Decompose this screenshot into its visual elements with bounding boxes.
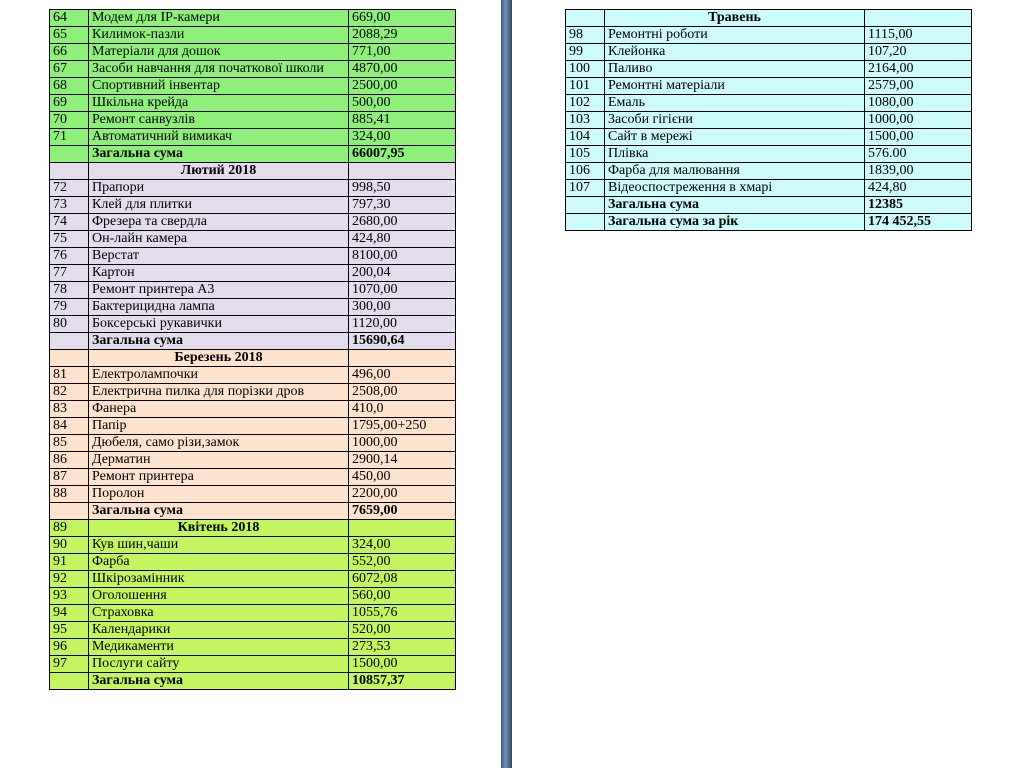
- total-label: Загальна сума: [89, 146, 349, 163]
- amount-cell: 2680,00: [349, 214, 456, 231]
- item-name-cell: Он-лайн камера: [89, 231, 349, 248]
- row-number-cell: 95: [50, 622, 89, 639]
- month-title: Березень 2018: [89, 350, 349, 367]
- amount-cell: 560,00: [349, 588, 456, 605]
- item-name-cell: Емаль: [605, 95, 865, 112]
- amount-cell: 1080,00: [865, 95, 972, 112]
- item-name-cell: Оголошення: [89, 588, 349, 605]
- item-name-cell: Боксерські рукавички: [89, 316, 349, 333]
- amount-cell: 552,00: [349, 554, 456, 571]
- table-row: [566, 163, 972, 180]
- row-number-cell: 75: [50, 231, 89, 248]
- item-name-cell: Фарба для малювання: [605, 163, 865, 180]
- amount-cell: 324,00: [349, 129, 456, 146]
- row-number-cell: 79: [50, 299, 89, 316]
- table-row: [50, 129, 456, 146]
- month-title: Лютий 2018: [89, 163, 349, 180]
- empty-cell: [349, 520, 456, 537]
- row-number-cell: 71: [50, 129, 89, 146]
- row-number-cell: 72: [50, 180, 89, 197]
- row-number-cell: 66: [50, 44, 89, 61]
- total-row: [50, 503, 456, 520]
- table-row: [50, 656, 456, 673]
- table-row: [50, 112, 456, 129]
- row-number-cell: 87: [50, 469, 89, 486]
- item-name-cell: Календарики: [89, 622, 349, 639]
- empty-cell: [50, 503, 89, 520]
- amount-cell: 1120,00: [349, 316, 456, 333]
- empty-cell: [566, 197, 605, 214]
- item-name-cell: Ремонт принтера: [89, 469, 349, 486]
- empty-cell: [566, 214, 605, 231]
- item-name-cell: Автоматичний вимикач: [89, 129, 349, 146]
- table-row: [566, 78, 972, 95]
- row-number-cell: 77: [50, 265, 89, 282]
- item-name-cell: Папір: [89, 418, 349, 435]
- item-name-cell: Ремонтні матеріали: [605, 78, 865, 95]
- table-row: [50, 10, 456, 27]
- amount-cell: 1000,00: [865, 112, 972, 129]
- table-row: [50, 214, 456, 231]
- table-row: [50, 44, 456, 61]
- amount-cell: 273,53: [349, 639, 456, 656]
- amount-cell: 576.00: [865, 146, 972, 163]
- amount-cell: 2088,29: [349, 27, 456, 44]
- table-row: [50, 316, 456, 333]
- item-name-cell: Фанера: [89, 401, 349, 418]
- row-number-cell: 64: [50, 10, 89, 27]
- table-row: [50, 299, 456, 316]
- month-title: Травень: [605, 10, 865, 27]
- total-value: 12385: [865, 197, 972, 214]
- amount-cell: 2508,00: [349, 384, 456, 401]
- amount-cell: 998,50: [349, 180, 456, 197]
- amount-cell: 496,00: [349, 367, 456, 384]
- empty-cell: [865, 10, 972, 27]
- table-row: [50, 588, 456, 605]
- row-number-cell: 83: [50, 401, 89, 418]
- amount-cell: 300,00: [349, 299, 456, 316]
- row-number-cell: 81: [50, 367, 89, 384]
- item-name-cell: Фрезера та свердла: [89, 214, 349, 231]
- item-name-cell: Медикаменти: [89, 639, 349, 656]
- table-row: [50, 180, 456, 197]
- month-header-row: [50, 163, 456, 180]
- total-value: 15690,64: [349, 333, 456, 350]
- total-label: Загальна сума: [89, 503, 349, 520]
- table-row: [50, 469, 456, 486]
- year-total-row: [566, 214, 972, 231]
- table-row: [50, 554, 456, 571]
- table-row: [50, 197, 456, 214]
- amount-cell: 107,20: [865, 44, 972, 61]
- page-divider: [501, 0, 512, 768]
- table-row: [566, 44, 972, 61]
- table-row: [50, 78, 456, 95]
- item-name-cell: Верстат: [89, 248, 349, 265]
- empty-cell: [349, 163, 456, 180]
- total-value: 7659,00: [349, 503, 456, 520]
- item-name-cell: Електролампочки: [89, 367, 349, 384]
- row-number-cell: 67: [50, 61, 89, 78]
- table-row: [50, 265, 456, 282]
- amount-cell: 410,0: [349, 401, 456, 418]
- table-row: [50, 435, 456, 452]
- expenses-table-right: [565, 9, 972, 231]
- row-number-cell: 106: [566, 163, 605, 180]
- total-label: Загальна сума: [89, 333, 349, 350]
- item-name-cell: Клей для плитки: [89, 197, 349, 214]
- row-number-cell: 76: [50, 248, 89, 265]
- month-title: Квітень 2018: [89, 520, 349, 537]
- item-name-cell: Дюбеля, само різи,замок: [89, 435, 349, 452]
- row-number-cell: 85: [50, 435, 89, 452]
- table-row: [50, 571, 456, 588]
- item-name-cell: Кув шин,чаши: [89, 537, 349, 554]
- row-number-cell: 80: [50, 316, 89, 333]
- amount-cell: 324,00: [349, 537, 456, 554]
- item-name-cell: Відеоспостреження в хмарі: [605, 180, 865, 197]
- item-name-cell: Бактерицидна лампа: [89, 299, 349, 316]
- row-number-cell: 90: [50, 537, 89, 554]
- table-row: [50, 401, 456, 418]
- month-header-row: [50, 520, 456, 537]
- row-number-cell: 69: [50, 95, 89, 112]
- item-name-cell: Матеріали для дошок: [89, 44, 349, 61]
- row-number-cell: 78: [50, 282, 89, 299]
- empty-cell: [349, 350, 456, 367]
- amount-cell: 1000,00: [349, 435, 456, 452]
- item-name-cell: Ремонт санвузлів: [89, 112, 349, 129]
- row-number-cell: 99: [566, 44, 605, 61]
- row-number-cell: 65: [50, 27, 89, 44]
- empty-cell: [50, 146, 89, 163]
- item-name-cell: Модем для IP-камери: [89, 10, 349, 27]
- empty-cell: [50, 673, 89, 690]
- total-value: 10857,37: [349, 673, 456, 690]
- amount-cell: 6072,08: [349, 571, 456, 588]
- item-name-cell: Дерматин: [89, 452, 349, 469]
- table-row: [50, 231, 456, 248]
- row-number-cell: 107: [566, 180, 605, 197]
- table-row: [50, 452, 456, 469]
- row-number-cell: 89: [50, 520, 89, 537]
- table-row: [50, 537, 456, 554]
- row-number-cell: 98: [566, 27, 605, 44]
- row-number-cell: 97: [50, 656, 89, 673]
- amount-cell: 1055,76: [349, 605, 456, 622]
- item-name-cell: Клейонка: [605, 44, 865, 61]
- item-name-cell: Картон: [89, 265, 349, 282]
- table-row: [566, 27, 972, 44]
- row-number-cell: 88: [50, 486, 89, 503]
- amount-cell: 4870,00: [349, 61, 456, 78]
- total-label: Загальна сума: [605, 197, 865, 214]
- table-row: [50, 418, 456, 435]
- row-number-cell: 96: [50, 639, 89, 656]
- total-row: [50, 146, 456, 163]
- item-name-cell: Шкірозамінник: [89, 571, 349, 588]
- amount-cell: 1500,00: [349, 656, 456, 673]
- amount-cell: 1795,00+250: [349, 418, 456, 435]
- table-row: [566, 61, 972, 78]
- table-row: [50, 639, 456, 656]
- total-row: [50, 673, 456, 690]
- item-name-cell: Килимок-пазли: [89, 27, 349, 44]
- amount-cell: 1500,00: [865, 129, 972, 146]
- amount-cell: 885,41: [349, 112, 456, 129]
- amount-cell: 2500,00: [349, 78, 456, 95]
- table-row: [566, 180, 972, 197]
- amount-cell: 2579,00: [865, 78, 972, 95]
- row-number-cell: 102: [566, 95, 605, 112]
- row-number-cell: 86: [50, 452, 89, 469]
- amount-cell: 424,80: [865, 180, 972, 197]
- row-number-cell: 84: [50, 418, 89, 435]
- amount-cell: 771,00: [349, 44, 456, 61]
- amount-cell: 500,00: [349, 95, 456, 112]
- year-total-label: Загальна сума за рік: [605, 214, 865, 231]
- item-name-cell: Шкільна крейда: [89, 95, 349, 112]
- item-name-cell: Плівка: [605, 146, 865, 163]
- item-name-cell: Прапори: [89, 180, 349, 197]
- amount-cell: 1070,00: [349, 282, 456, 299]
- item-name-cell: Сайт в мережі: [605, 129, 865, 146]
- item-name-cell: Спортивний інвентар: [89, 78, 349, 95]
- row-number-cell: [50, 163, 89, 180]
- table-row: [50, 486, 456, 503]
- row-number-cell: 92: [50, 571, 89, 588]
- expenses-table-left: [49, 9, 456, 690]
- amount-cell: 200,04: [349, 265, 456, 282]
- amount-cell: 1839,00: [865, 163, 972, 180]
- item-name-cell: Страховка: [89, 605, 349, 622]
- item-name-cell: Паливо: [605, 61, 865, 78]
- table-row: [50, 282, 456, 299]
- row-number-cell: 74: [50, 214, 89, 231]
- amount-cell: 2200,00: [349, 486, 456, 503]
- item-name-cell: Послуги сайту: [89, 656, 349, 673]
- amount-cell: 8100,00: [349, 248, 456, 265]
- item-name-cell: Фарба: [89, 554, 349, 571]
- total-label: Загальна сума: [89, 673, 349, 690]
- table-row: [50, 605, 456, 622]
- row-number-cell: [50, 350, 89, 367]
- item-name-cell: Засоби гігієни: [605, 112, 865, 129]
- item-name-cell: Ремонт принтера А3: [89, 282, 349, 299]
- item-name-cell: Поролон: [89, 486, 349, 503]
- row-number-cell: 104: [566, 129, 605, 146]
- total-row: [566, 197, 972, 214]
- row-number-cell: 70: [50, 112, 89, 129]
- table-row: [566, 146, 972, 163]
- amount-cell: 797,30: [349, 197, 456, 214]
- item-name-cell: Засоби навчання для початкової школи: [89, 61, 349, 78]
- row-number-cell: 94: [50, 605, 89, 622]
- row-number-cell: 100: [566, 61, 605, 78]
- table-row: [50, 61, 456, 78]
- table-row: [50, 384, 456, 401]
- row-number-cell: 91: [50, 554, 89, 571]
- amount-cell: 2900,14: [349, 452, 456, 469]
- row-number-cell: 105: [566, 146, 605, 163]
- table-row: [566, 112, 972, 129]
- table-row: [50, 367, 456, 384]
- empty-cell: [566, 10, 605, 27]
- amount-cell: 1115,00: [865, 27, 972, 44]
- item-name-cell: Електрична пилка для порізки дров: [89, 384, 349, 401]
- table-row: [50, 95, 456, 112]
- total-row: [50, 333, 456, 350]
- amount-cell: 520,00: [349, 622, 456, 639]
- row-number-cell: 82: [50, 384, 89, 401]
- table-row: [566, 95, 972, 112]
- amount-cell: 424,80: [349, 231, 456, 248]
- year-total-value: 174 452,55: [865, 214, 972, 231]
- row-number-cell: 103: [566, 112, 605, 129]
- amount-cell: 2164,00: [865, 61, 972, 78]
- table-row: [50, 27, 456, 44]
- amount-cell: 669,00: [349, 10, 456, 27]
- amount-cell: 450,00: [349, 469, 456, 486]
- item-name-cell: Ремонтні роботи: [605, 27, 865, 44]
- table-row: [50, 622, 456, 639]
- empty-cell: [50, 333, 89, 350]
- month-header-row: [566, 10, 972, 27]
- month-header-row: [50, 350, 456, 367]
- table-row: [50, 248, 456, 265]
- row-number-cell: 73: [50, 197, 89, 214]
- row-number-cell: 68: [50, 78, 89, 95]
- row-number-cell: 101: [566, 78, 605, 95]
- table-row: [566, 129, 972, 146]
- row-number-cell: 93: [50, 588, 89, 605]
- total-value: 66007,95: [349, 146, 456, 163]
